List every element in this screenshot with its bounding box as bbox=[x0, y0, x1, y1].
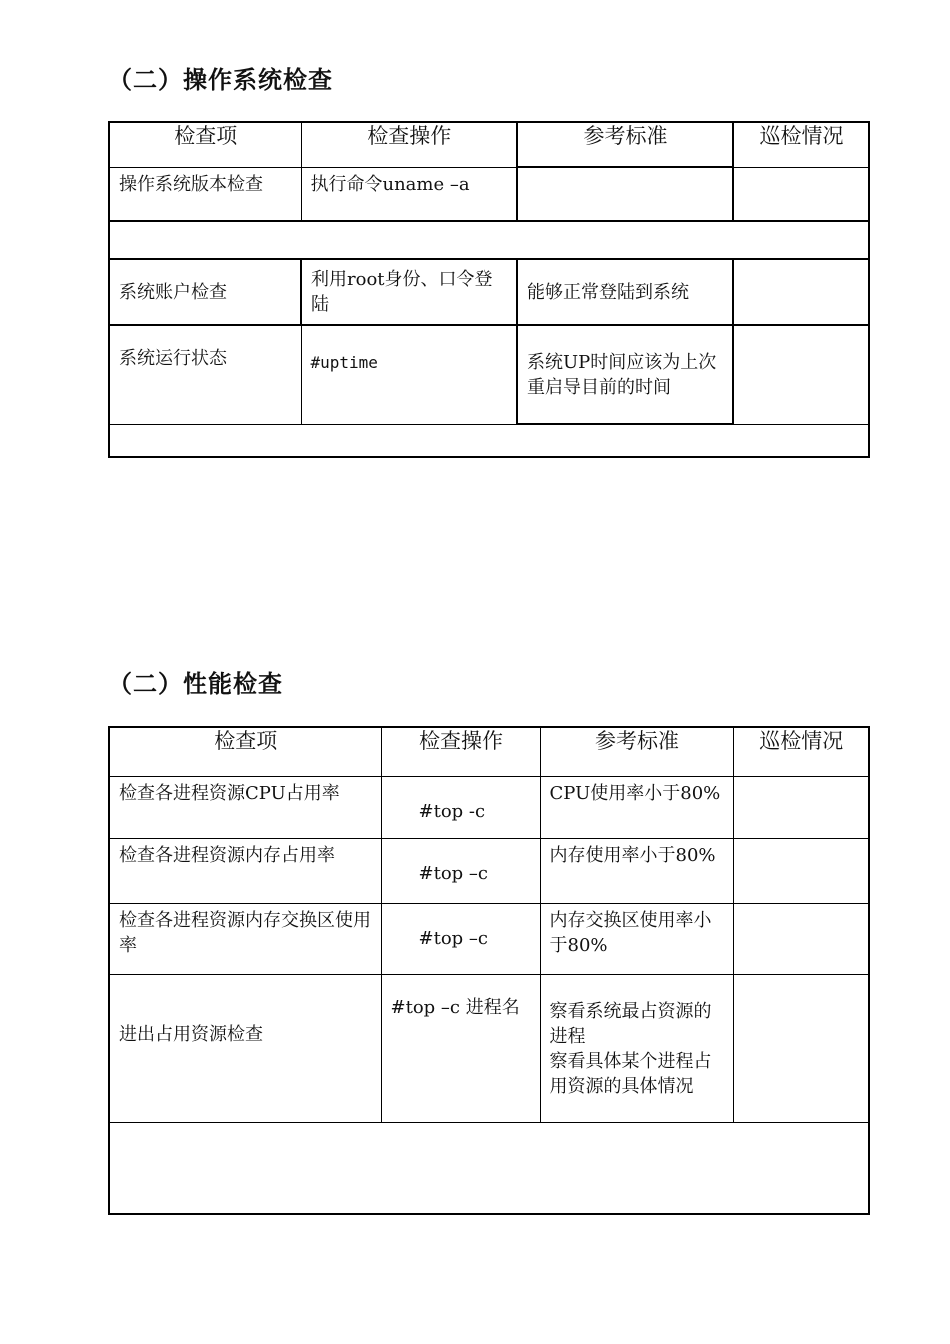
header-cell: 检查项 bbox=[109, 727, 381, 776]
empty-row-cell bbox=[109, 221, 869, 259]
check-item-cell: 进出占用资源检查 bbox=[109, 974, 381, 1122]
table-row bbox=[109, 259, 869, 325]
table-header-row bbox=[109, 727, 869, 776]
empty-row-cell bbox=[109, 424, 869, 457]
os-check-table bbox=[108, 121, 870, 458]
section-title-os-check: （二）操作系统检查 bbox=[108, 66, 333, 94]
check-status-cell bbox=[733, 974, 869, 1122]
table-row bbox=[109, 974, 869, 1122]
check-status-cell bbox=[733, 776, 869, 838]
check-op-cell: 利用root身份、口令登陆 bbox=[301, 259, 517, 325]
check-status-cell bbox=[733, 838, 869, 903]
check-item-cell: 检查各进程资源CPU占用率 bbox=[109, 776, 381, 838]
header-cell: 参考标准 bbox=[517, 122, 733, 167]
table-spacer-row bbox=[109, 1122, 869, 1214]
table-row bbox=[109, 838, 869, 903]
check-item-cell: 系统账户检查 bbox=[109, 259, 301, 325]
check-op-cell: #uptime bbox=[301, 325, 517, 424]
check-standard-cell: 内存交换区使用率小于80% bbox=[540, 903, 733, 974]
check-item-cell: 检查各进程资源内存交换区使用率 bbox=[109, 903, 381, 974]
check-op-cell: #top –c bbox=[381, 838, 540, 903]
table-row bbox=[109, 167, 869, 221]
table-row bbox=[109, 776, 869, 838]
check-standard-cell: CPU使用率小于80% bbox=[540, 776, 733, 838]
header-cell: 参考标准 bbox=[540, 727, 733, 776]
performance-check-table bbox=[108, 726, 870, 1215]
check-op-cell: #top -c bbox=[381, 776, 540, 838]
check-standard-cell: 内存使用率小于80% bbox=[540, 838, 733, 903]
check-item-cell: 操作系统版本检查 bbox=[109, 167, 301, 221]
check-status-cell bbox=[733, 325, 869, 424]
check-item-cell: 检查各进程资源内存占用率 bbox=[109, 838, 381, 903]
check-op-cell: 执行命令uname –a bbox=[301, 167, 517, 221]
table-row bbox=[109, 903, 869, 974]
check-status-cell bbox=[733, 167, 869, 221]
check-standard-cell bbox=[517, 167, 733, 221]
header-cell: 检查操作 bbox=[301, 122, 517, 167]
check-item-cell: 系统运行状态 bbox=[109, 325, 301, 424]
check-op-cell: #top –c bbox=[381, 903, 540, 974]
section-title-performance-check: （二）性能检查 bbox=[108, 670, 283, 698]
check-op-cell: #top –c 进程名 bbox=[381, 974, 540, 1122]
check-standard-cell: 察看系统最占资源的进程 察看具体某个进程占用资源的具体情况 bbox=[540, 974, 733, 1122]
header-cell: 检查操作 bbox=[381, 727, 540, 776]
empty-row-cell bbox=[109, 1122, 869, 1214]
table-spacer-row bbox=[109, 221, 869, 259]
table-spacer-row bbox=[109, 424, 869, 457]
check-status-cell bbox=[733, 259, 869, 325]
table-header-row bbox=[109, 122, 869, 167]
header-cell: 巡检情况 bbox=[733, 122, 869, 167]
check-status-cell bbox=[733, 903, 869, 974]
header-cell: 检查项 bbox=[109, 122, 301, 167]
check-standard-cell: 系统UP时间应该为上次重启导目前的时间 bbox=[517, 325, 733, 424]
table-row bbox=[109, 325, 869, 424]
header-cell: 巡检情况 bbox=[733, 727, 869, 776]
check-standard-cell: 能够正常登陆到系统 bbox=[517, 259, 733, 325]
